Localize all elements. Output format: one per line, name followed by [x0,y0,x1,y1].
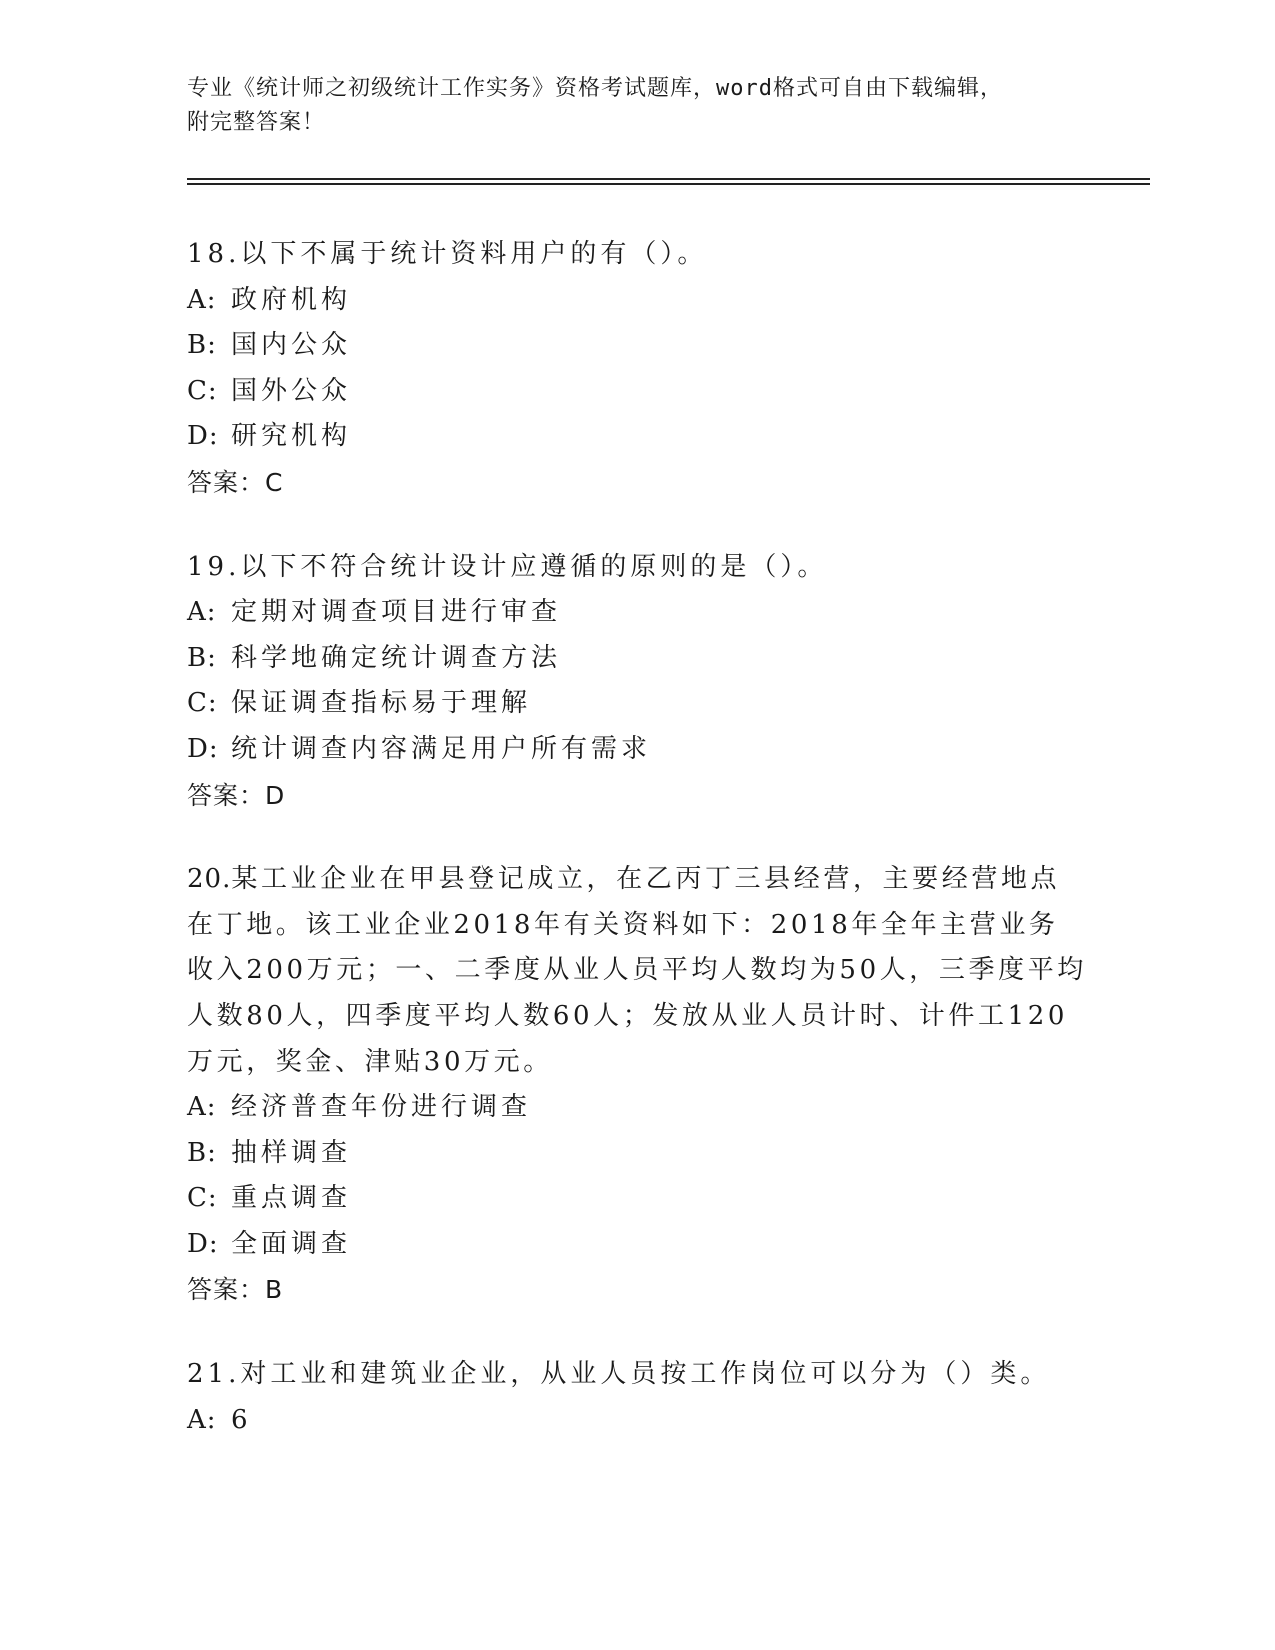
answer-text: 答案：B [187,1275,284,1305]
option-label: C: [187,375,218,406]
question-number: 18. [187,239,241,269]
document-header [187,72,1087,140]
option-d [187,727,1087,773]
option-a [187,278,1087,324]
header-line-2: 附完整答案！ [187,110,326,135]
option-b [187,1131,1087,1177]
option-label: B: [187,330,217,361]
option-a [187,1085,1087,1131]
header-divider-top [187,178,1150,180]
option-text: 保证调查指标易于理解 [231,688,532,719]
option-text: 国外公众 [231,375,352,406]
option-label: B: [187,642,217,673]
option-text: 重点调查 [231,1183,352,1214]
option-text: 科学地确定统计调查方法 [231,642,562,673]
question-18 [187,232,1087,506]
question-text: 对工业和建筑业企业，从业人员按工作岗位可以分为（）类。 [240,1359,1051,1390]
question-stem [187,1352,1087,1398]
option-label: C: [187,688,218,719]
question-number: 21. [187,1359,241,1390]
question-19 [187,545,1087,819]
option-d [187,1222,1087,1268]
question-text: 以下不符合统计设计应遵循的原则的是（）。 [240,551,828,582]
option-d [187,414,1087,460]
option-text: 国内公众 [231,330,352,361]
question-stem [187,545,1087,591]
option-c [187,369,1087,415]
option-a [187,1398,1087,1444]
option-label: B: [187,1137,217,1168]
header-line-1: 专业《统计师之初级统计工作实务》资格考试题库，word格式可自由下载编辑， [187,76,1003,101]
option-text: 经济普查年份进行调查 [231,1092,532,1123]
option-c [187,1176,1087,1222]
option-b [187,323,1087,369]
question-text: 以下不属于统计资料用户的有（）。 [240,239,708,269]
answer-text: 答案：D [187,780,286,810]
question-20 [187,857,1087,1313]
option-text: 统计调查内容满足用户所有需求 [231,733,652,764]
question-stem [187,857,1087,1085]
option-label: D: [187,1228,219,1259]
option-a [187,590,1087,636]
option-b [187,636,1087,682]
option-text: 研究机构 [231,421,352,452]
question-number: 20. [187,864,232,895]
option-label: A: [187,597,217,628]
option-c [187,681,1087,727]
question-stem [187,232,1087,278]
option-text: 全面调查 [231,1228,352,1259]
question-number: 19. [187,551,241,582]
option-label: D: [187,421,219,452]
option-text: 定期对调查项目进行审查 [231,597,562,628]
question-list [187,232,1087,1482]
option-text: 6 [231,1404,252,1435]
option-label: A: [187,1092,217,1123]
answer-text: 答案：C [187,467,284,497]
option-label: A: [187,284,217,315]
option-text: 政府机构 [231,284,352,315]
option-text: 抽样调查 [231,1137,352,1168]
question-21 [187,1352,1087,1443]
option-label: C: [187,1183,218,1214]
option-label: D: [187,733,219,764]
header-divider-bottom [187,183,1150,185]
option-label: A: [187,1404,217,1435]
question-text: 某工业企业在甲县登记成立，在乙丙丁三县经营，主要经营地点在丁地。该工业企业2018年有关资料如下：2018年全年主营业务收入200万元；一、二季度从业人员平均人数均为50人，三季度平均人数80人，四季度平均人数60人；发放从业人员计时、计件工120万元，奖金、津贴30万元。 [187,864,1087,1077]
